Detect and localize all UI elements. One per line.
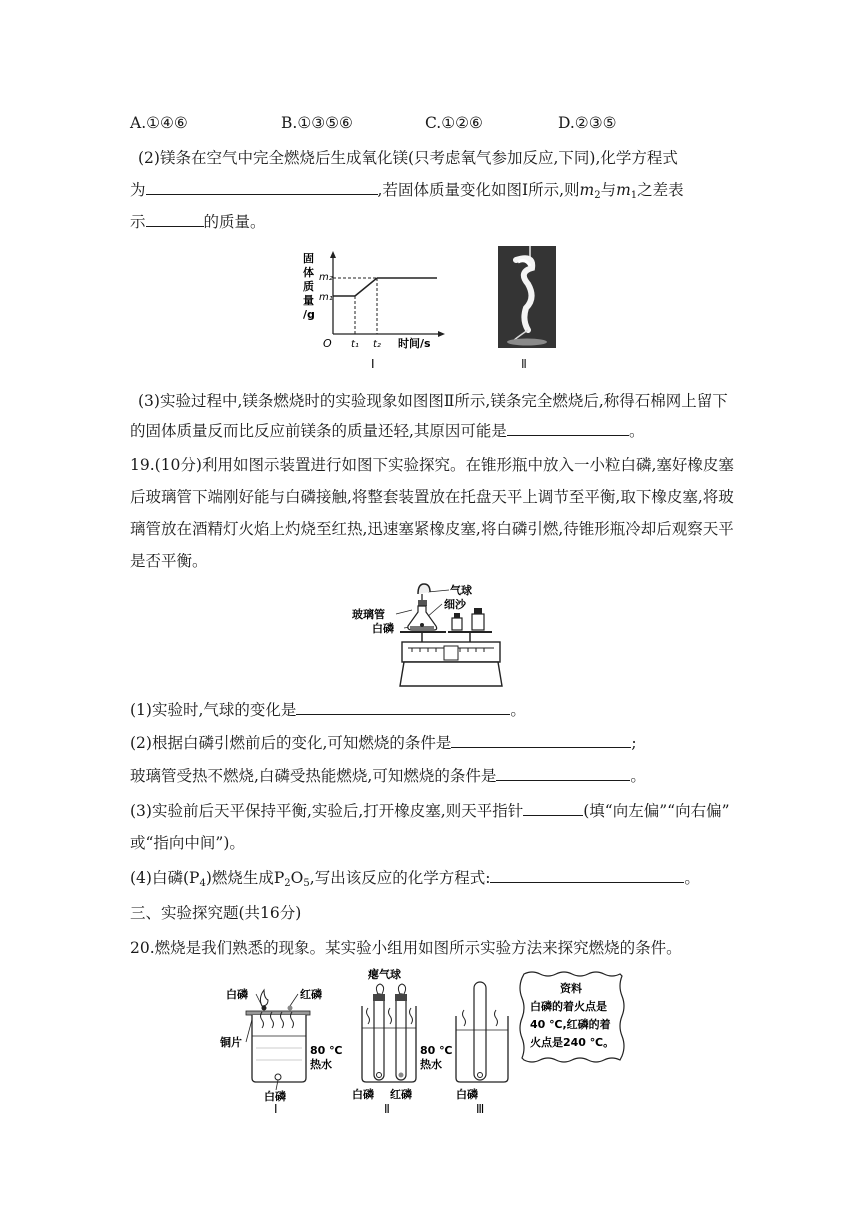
red-p-label-2: 红磷 bbox=[390, 1088, 412, 1101]
option-a: A.①④⑥ bbox=[130, 114, 188, 132]
answer-blank[interactable] bbox=[146, 212, 204, 227]
water-temp-label-2: 80 ℃ bbox=[420, 1044, 453, 1057]
hot-water-label-2: 热水 bbox=[420, 1058, 442, 1071]
phosphorus-label: 白磷 bbox=[372, 622, 394, 635]
q19-line1: 19.(10分)利用如图示装置进行如图下实验探究。在锥形瓶中放入一小粒白磷,塞好橡皮塞 bbox=[130, 456, 734, 474]
q19-4: (4)白磷$(P_4)$燃烧生成$P_2O_5$,写出该反应的化学方程式: 。 bbox=[130, 869, 700, 889]
answer-blank[interactable] bbox=[507, 421, 629, 436]
answer-blank[interactable] bbox=[451, 733, 631, 748]
q19-3-line1: (3)实验前后天平保持平衡,实验后,打开橡皮塞,则天平指针 (填“向左偏”“向右偏” bbox=[130, 802, 730, 820]
white-p-label-4: 白磷 bbox=[456, 1088, 478, 1101]
white-p-label-1: 白磷 bbox=[226, 988, 248, 1001]
answer-blank[interactable] bbox=[296, 700, 510, 715]
deflated-balloon-label: 瘪气球 bbox=[368, 968, 401, 981]
figure-4-caption-1: Ⅰ bbox=[274, 1102, 278, 1114]
origin-label: O bbox=[323, 337, 332, 350]
balloon-label: 气球 bbox=[450, 584, 472, 597]
t2-label: t₂ bbox=[373, 339, 381, 350]
red-p-label-1: 红磷 bbox=[300, 988, 322, 1001]
figure-3-balance-apparatus bbox=[352, 580, 512, 690]
q19-1: (1)实验时,气球的变化是 。 bbox=[130, 701, 526, 719]
q18-3-line1: (3)实验过程中,镁条燃烧时的实验现象如图图Ⅱ所示,镁条完全燃烧后,称得石棉网上留下 bbox=[138, 392, 728, 410]
m1-label: m₁ bbox=[319, 292, 333, 303]
q18-2-line2: 为 ,若固体质量变化如图Ⅰ所示,则$m_2$与$m_1$之差表 bbox=[130, 181, 684, 201]
y-axis-label-3: 质 bbox=[303, 280, 314, 293]
answer-blank[interactable] bbox=[523, 801, 583, 816]
option-b: B.①③⑤⑥ bbox=[281, 114, 353, 132]
section-3-title: 三、实验探究题(共16分) bbox=[130, 904, 302, 922]
info-line-1: 白磷的着火点是 bbox=[530, 1000, 607, 1013]
figure-2-burning-photo bbox=[496, 246, 560, 376]
x-axis-label: 时间/s bbox=[398, 337, 431, 350]
figure-1-mass-graph bbox=[295, 248, 455, 373]
white-p-label-2: 白磷 bbox=[264, 1090, 286, 1103]
info-line-3: 火点是240 ℃。 bbox=[530, 1036, 615, 1049]
white-p-label-3: 白磷 bbox=[352, 1088, 374, 1101]
answer-blank[interactable] bbox=[490, 868, 684, 883]
q19-2-line2: 玻璃管受热不燃烧,白磷受热能燃烧,可知燃烧的条件是 。 bbox=[130, 767, 646, 785]
copper-label: 铜片 bbox=[220, 1036, 242, 1049]
hot-water-label-1: 热水 bbox=[310, 1058, 332, 1071]
q19-line4: 是否平衡。 bbox=[130, 552, 208, 570]
y-axis-label-5: /g bbox=[303, 308, 315, 321]
water-temp-label-1: 80 ℃ bbox=[310, 1044, 343, 1057]
tube-label: 玻璃管 bbox=[352, 608, 385, 621]
q20-line: 20.燃烧是我们熟悉的现象。某实验小组用如图所示实验方法来探究燃烧的条件。 bbox=[130, 939, 682, 957]
q19-2-line1: (2)根据白磷引燃前后的变化,可知燃烧的条件是 ; bbox=[130, 734, 637, 752]
sand-label: 细沙 bbox=[444, 598, 466, 611]
answer-blank[interactable] bbox=[496, 766, 630, 781]
y-axis-label-2: 体 bbox=[303, 266, 314, 279]
figure-1-caption: Ⅰ bbox=[371, 357, 375, 371]
q18-3-line2: 的固体质量反而比反应前镁条的质量还轻,其原因可能是 。 bbox=[130, 422, 645, 440]
figure-4-caption-2: Ⅱ bbox=[384, 1102, 390, 1114]
answer-blank[interactable] bbox=[146, 180, 378, 195]
answer-options bbox=[0, 113, 860, 133]
q19-3-line2: 或“指向中间”)。 bbox=[130, 834, 245, 852]
y-axis-label-4: 量 bbox=[303, 294, 314, 307]
figure-2-caption: Ⅱ bbox=[521, 357, 527, 371]
figure-4-combustion-setups bbox=[212, 966, 652, 1114]
figure-4-caption-3: Ⅲ bbox=[476, 1102, 485, 1114]
t1-label: t₁ bbox=[351, 339, 359, 350]
option-c: C.①②⑥ bbox=[425, 114, 483, 132]
m2-label: m₂ bbox=[319, 272, 333, 283]
q19-line2: 后玻璃管下端刚好能与白磷接触,将整套装置放在托盘天平上调节至平衡,取下橡皮塞,将玻 bbox=[130, 488, 734, 506]
q19-line3: 璃管放在酒精灯火焰上灼烧至红热,迅速塞紧橡皮塞,将白磷引燃,待锥形瓶冷却后观察天平 bbox=[130, 520, 734, 538]
y-axis-label-1: 固 bbox=[303, 252, 314, 265]
info-title: 资料 bbox=[560, 982, 582, 995]
q18-2-line3: 示 的质量。 bbox=[130, 213, 266, 231]
info-line-2: 40 ℃,红磷的着 bbox=[530, 1018, 611, 1031]
option-d: D.②③⑤ bbox=[558, 114, 617, 132]
q18-2-line1: (2)镁条在空气中完全燃烧后生成氧化镁(只考虑氧气参加反应,下同),化学方程式 bbox=[138, 149, 678, 167]
